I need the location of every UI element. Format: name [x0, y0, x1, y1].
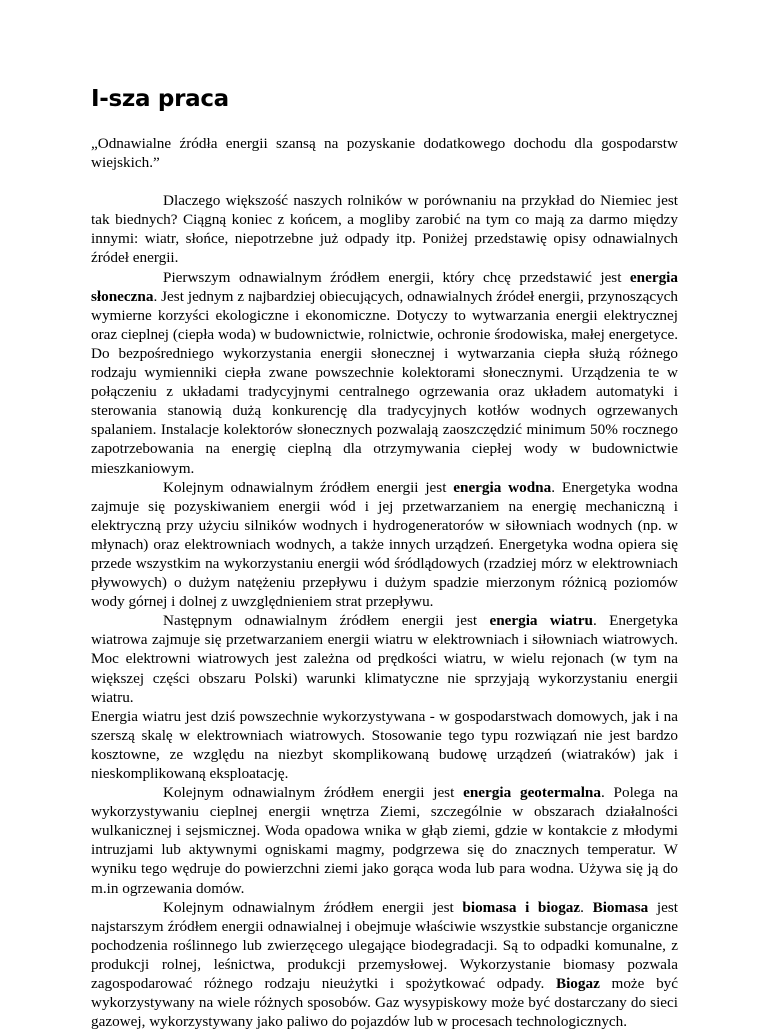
- water-body: . Energetyka wodna zajmuje się pozyskiwaniem energii wód i jej przetwarzaniem na energię mechaniczną i elektryczną przy użyciu silników wodnych i hydrogeneratorów w siłowniach wodnych (np. w młynach) oraz elektrowniach wodnych, a także innych urządzeń. Energetyka wodna opiera się przede wszystkim na wykorzystaniu energii wód śródlądowych (rzadziej mórz w elektrowniach pływowych) o dużym natężeniu przepływu i dużym spadzie mierzonym różnicą poziomów wody górnej i dolnej z uwzględnieniem strat przepływu.: [91, 478, 679, 611]
- biogas-term: Biogaz: [555, 975, 600, 993]
- solar-lead: Pierwszym odnawialnym źródłem energii, który chcę przedstawić jest: [163, 268, 630, 286]
- bio-lead: Kolejnym odnawialnym źródłem energii jest: [163, 898, 463, 916]
- bio-sep: .: [580, 898, 593, 916]
- paragraph-solar: [91, 268, 678, 478]
- water-lead: Kolejnym odnawialnym źródłem energii jest: [163, 478, 454, 496]
- paragraph-biomass: [91, 898, 678, 1031]
- paragraph-water: [91, 478, 678, 612]
- geo-lead: Kolejnym odnawialnym źródłem energii jest: [163, 784, 464, 802]
- bio-term: biomasa i biogaz: [462, 898, 581, 916]
- document-title: I-sza praca: [91, 86, 229, 112]
- geo-term: energia geotermalna: [463, 784, 601, 802]
- paragraph-intro: Dlaczego większość naszych rolników w porównaniu na przykład do Niemiec jest tak biednych? Ciągną koniec z końcem, a mogliby zarobić na tym co mają za darmo między innymi: wiatr, słońce, niepotrzebne już odpady itp. Poniżej przedstawię opisy odnawialnych źródeł energii.: [91, 192, 678, 267]
- paragraph-wind-continued: Energia wiatru jest dziś powszechnie wykorzystywana - w gospodarstwach domowych, jak i na szerszą skalę w elektrowniach wiatrowych. Stosowanie tego typu rozwiązań nie jest bardzo kosztowne, ze względu na niezbyt skomplikowaną budowę urządzeń (wiatraków) jak i nieskomplikowaną eksploatację.: [91, 707, 678, 782]
- biogas-body: może być wykorzystywany na wiele różnych sposobów. Gaz wysypiskowy może być dostarczany do sieci gazowej, wykorzystywany jako paliwo do pojazdów lub w procesach technologicznych.: [91, 975, 678, 1031]
- paragraph-geothermal: [91, 783, 678, 898]
- paragraph-wind: [91, 611, 678, 706]
- wind-term: energia wiatru: [489, 612, 593, 630]
- essay-subtitle: „Odnawialne źródła energii szansą na pozyskanie dodatkowego dochodu dla gospodarstw wiejskich.”: [91, 135, 678, 172]
- biomass-term: Biomasa: [592, 898, 649, 916]
- solar-term: energia słoneczna: [91, 268, 678, 305]
- solar-body: . Jest jednym z najbardziej obiecujących, odnawialnych źródeł energii, przynoszących wymierne korzyści ekologiczne i ekonomiczne. Dotyczy to wytwarzania energii elektrycznej oraz cieplnej (ciepła woda) w budownictwie, rolnictwie, ochronie środowiska, małej energetyce. Do bezpośredniego wykorzystania energii słonecznej i wytwarzania ciepła służą różnego rodzaju wymienniki ciepła zwane powszechnie kolektorami słonecznymi. Urządzenia te w połączeniu z układami tradycyjnymi centralnego ogrzewania oraz układem automatyki i sterowania stanowią dużą konkurencję dla tradycyjnych kotłów wodnych ogrzewanych spalaniem. Instalacje kolektorów słonecznych pozwalają zaoszczędzić minimum 50% rocznego zapotrzebowania na energię cieplną dla otrzymywania ciepłej wody w budownictwie mieszkaniowym.: [91, 287, 678, 477]
- water-term: energia wodna: [453, 478, 552, 496]
- wind-body: . Energetyka wiatrowa zajmuje się przetwarzaniem energii wiatru w elektrowniach i siłowniach wiatrowych. Moc elektrowni wiatrowych jest zależna od prędkości wiatru, w wielu rejonach (w tym na większej części obszaru Polski) warunki klimatyczne nie sprzyjają wykorzystaniu energii wiatru.: [91, 612, 678, 706]
- geo-body: . Polega na wykorzystywaniu cieplnej energii wnętrza Ziemi, szczególnie w obszarach działalności wulkanicznej i sejsmicznej. Woda opadowa wnika w głąb ziemi, gdzie w kontakcie z młodymi intruzjami lub aktywnymi ogniskami magmy, podgrzewa się do znacznych temperatur. W wyniku tego wędruje do powierzchni ziemi jako gorąca woda lub para wodna. Używa się ją do m.in ogrzewania domów.: [91, 784, 678, 897]
- biomass-body: jest najstarszym źródłem energii odnawialnej i obejmuje właściwie wszystkie substancje organiczne pochodzenia roślinnego lub zwierzęcego ulegające biodegradacji. Są to odpadki komunalne, z produkcji rolnej, leśnictwa, produkcji przemysłowej. Wykorzystanie biomasy pozwala zagospodarować różnego rodzaju nieużytki i spożytkować odpady.: [91, 898, 679, 993]
- wind-lead: Następnym odnawialnym źródłem energii jest: [163, 612, 490, 630]
